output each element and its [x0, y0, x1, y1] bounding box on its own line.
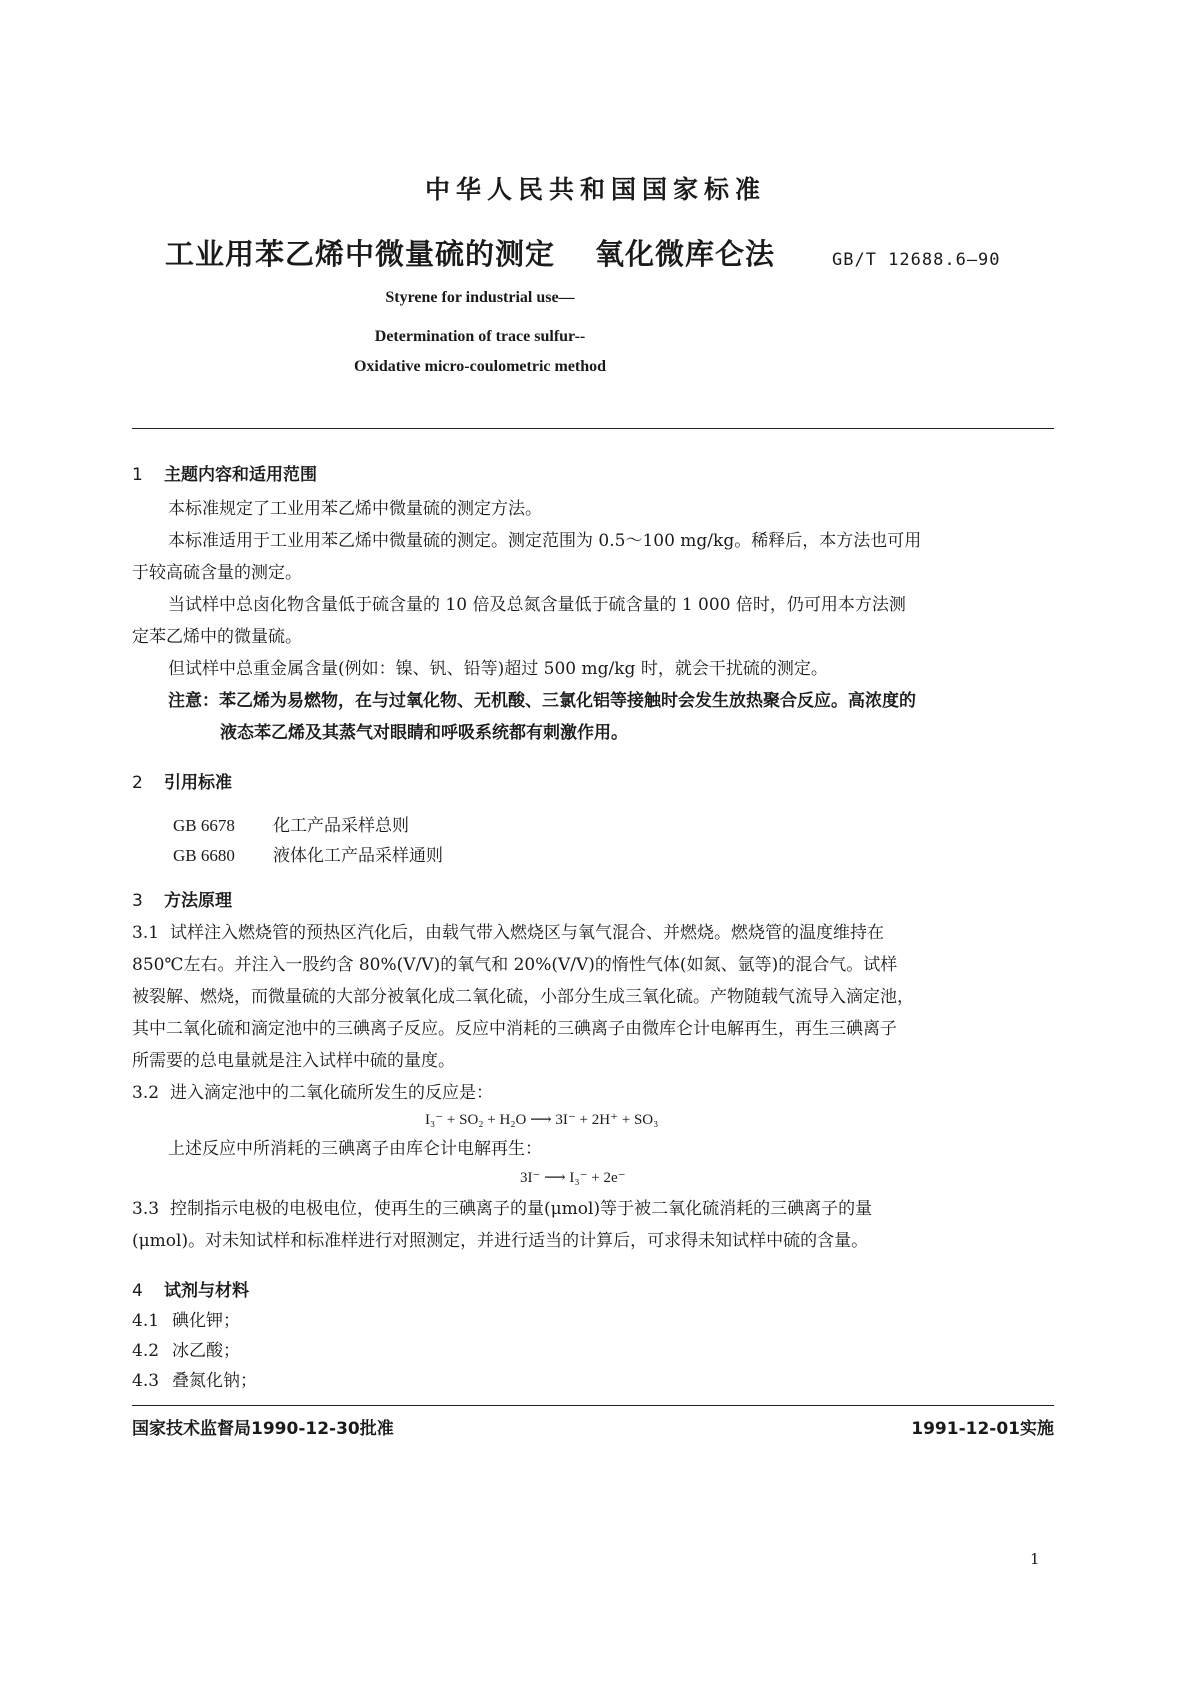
reagent-item: 4.2 冰乙酸；: [132, 1341, 240, 1361]
header-divider: [132, 428, 1054, 429]
section-1-heading: 1 主题内容和适用范围: [132, 465, 317, 485]
implementation-date: 1991-12-01实施: [911, 1419, 1054, 1439]
s1-para3-line1: 当试样中总卤化物含量低于硫含量的 10 倍及总氮含量低于硫含量的 1 000 倍时，仍可用本方法测: [168, 595, 906, 615]
s1-para3-line2: 定苯乙烯中的微量硫。: [132, 627, 302, 647]
reference-item: [173, 811, 409, 836]
page-number: 1: [1030, 1550, 1040, 1568]
s3-3-line2: (μmol)。对未知试样和标准样进行对照测定，并进行适当的计算后，可求得未知试样中硫的含量。: [132, 1231, 869, 1251]
reagent-item: 4.1 碘化钾；: [132, 1311, 240, 1331]
clause-number: 3.2: [132, 1083, 160, 1103]
reference-name: 液体化工产品采样通则: [273, 846, 443, 866]
reaction-equation-2: 3I⁻ ⟶ I₃⁻ + 2e⁻: [520, 1170, 626, 1186]
s3-1-line4: 其中二氧化硫和滴定池中的三碘离子反应。反应中消耗的三碘离子由微库仑计电解再生，再生三碘离子: [132, 1019, 897, 1039]
reagent-item: 4.3 叠氮化钠；: [132, 1371, 257, 1391]
reference-code: GB 6678: [173, 816, 235, 835]
s3-1-line5: 所需要的总电量就是注入试样中硫的量度。: [132, 1051, 455, 1071]
section-2-heading: 2 引用标准: [132, 773, 232, 793]
clause-number: 3.3: [132, 1199, 160, 1219]
s1-para4: 但试样中总重金属含量(例如：镍、钒、铅等)超过 500 mg/kg 时，就会干扰硫的测定。: [168, 659, 828, 679]
section-4-heading: 4 试剂与材料: [132, 1281, 249, 1301]
s3-2-line1: 3.2 进入滴定池中的二氧化硫所发生的反应是：: [132, 1077, 493, 1109]
reference-name: 化工产品采样总则: [273, 816, 409, 836]
s3-1-line2: 850℃左右。并注入一股约含 80%(V/V)的氧气和 20%(V/V)的惰性气体(如氮、氩等)的混合气。试样: [132, 955, 898, 975]
clause-number: 3.1: [132, 923, 160, 943]
footer-divider: [132, 1405, 1054, 1406]
reaction-equation-1: I₃⁻ + SO₂ + H₂O ⟶ 3I⁻ + 2H⁺ + SO₃: [425, 1112, 659, 1128]
english-title-line-2: Determination of trace sulfur--: [374, 328, 586, 345]
s3-2-line2: 上述反应中所消耗的三碘离子由库仑计电解再生：: [168, 1139, 542, 1159]
safety-note-line2: 液态苯乙烯及其蒸气对眼睛和呼吸系统都有刺激作用。: [220, 723, 628, 743]
reference-item: [173, 841, 443, 866]
safety-note-line1: 注意：苯乙烯为易燃物，在与过氧化物、无机酸、三氯化铝等接触时会发生放热聚合反应。高浓度的: [168, 691, 916, 711]
s1-para1: 本标准规定了工业用苯乙烯中微量硫的测定方法。: [168, 499, 542, 519]
english-title-line-3: Oxidative micro-coulometric method: [353, 358, 607, 375]
s3-1-line3: 被裂解、燃烧，而微量硫的大部分被氧化成二氧化硫，小部分生成三氧化硫。产物随载气流导入滴定池，: [132, 987, 914, 1007]
s3-3-line1: 3.3 控制指示电极的电极电位，使再生的三碘离子的量(μmol)等于被二氧化硫消耗的三碘离子的量: [132, 1193, 872, 1225]
section-3-heading: 3 方法原理: [132, 891, 232, 911]
document-title: [165, 232, 775, 273]
s3-1-line1: 3.1 试样注入燃烧管的预热区汽化后，由载气带入燃烧区与氧气混合、并燃烧。燃烧管的温度维持在: [132, 917, 884, 949]
national-standard-heading: 中华人民共和国国家标准: [424, 175, 766, 204]
approval-statement: 国家技术监督局1990-12-30批准: [132, 1419, 394, 1439]
english-title-line-1: Styrene for industrial use—: [385, 289, 575, 306]
title-part1: 工业用苯乙烯中微量硫的测定: [165, 237, 556, 271]
s1-para2-line2: 于较高硫含量的测定。: [132, 563, 302, 583]
reference-code: GB 6680: [173, 846, 235, 865]
s1-para2-line1: 本标准适用于工业用苯乙烯中微量硫的测定。测定范围为 0.5～100 mg/kg。稀释后，本方法也可用: [168, 531, 922, 551]
standard-number: GB/T 12688.6—90: [832, 250, 1001, 270]
title-part2: 氧化微库仑法: [595, 237, 776, 271]
